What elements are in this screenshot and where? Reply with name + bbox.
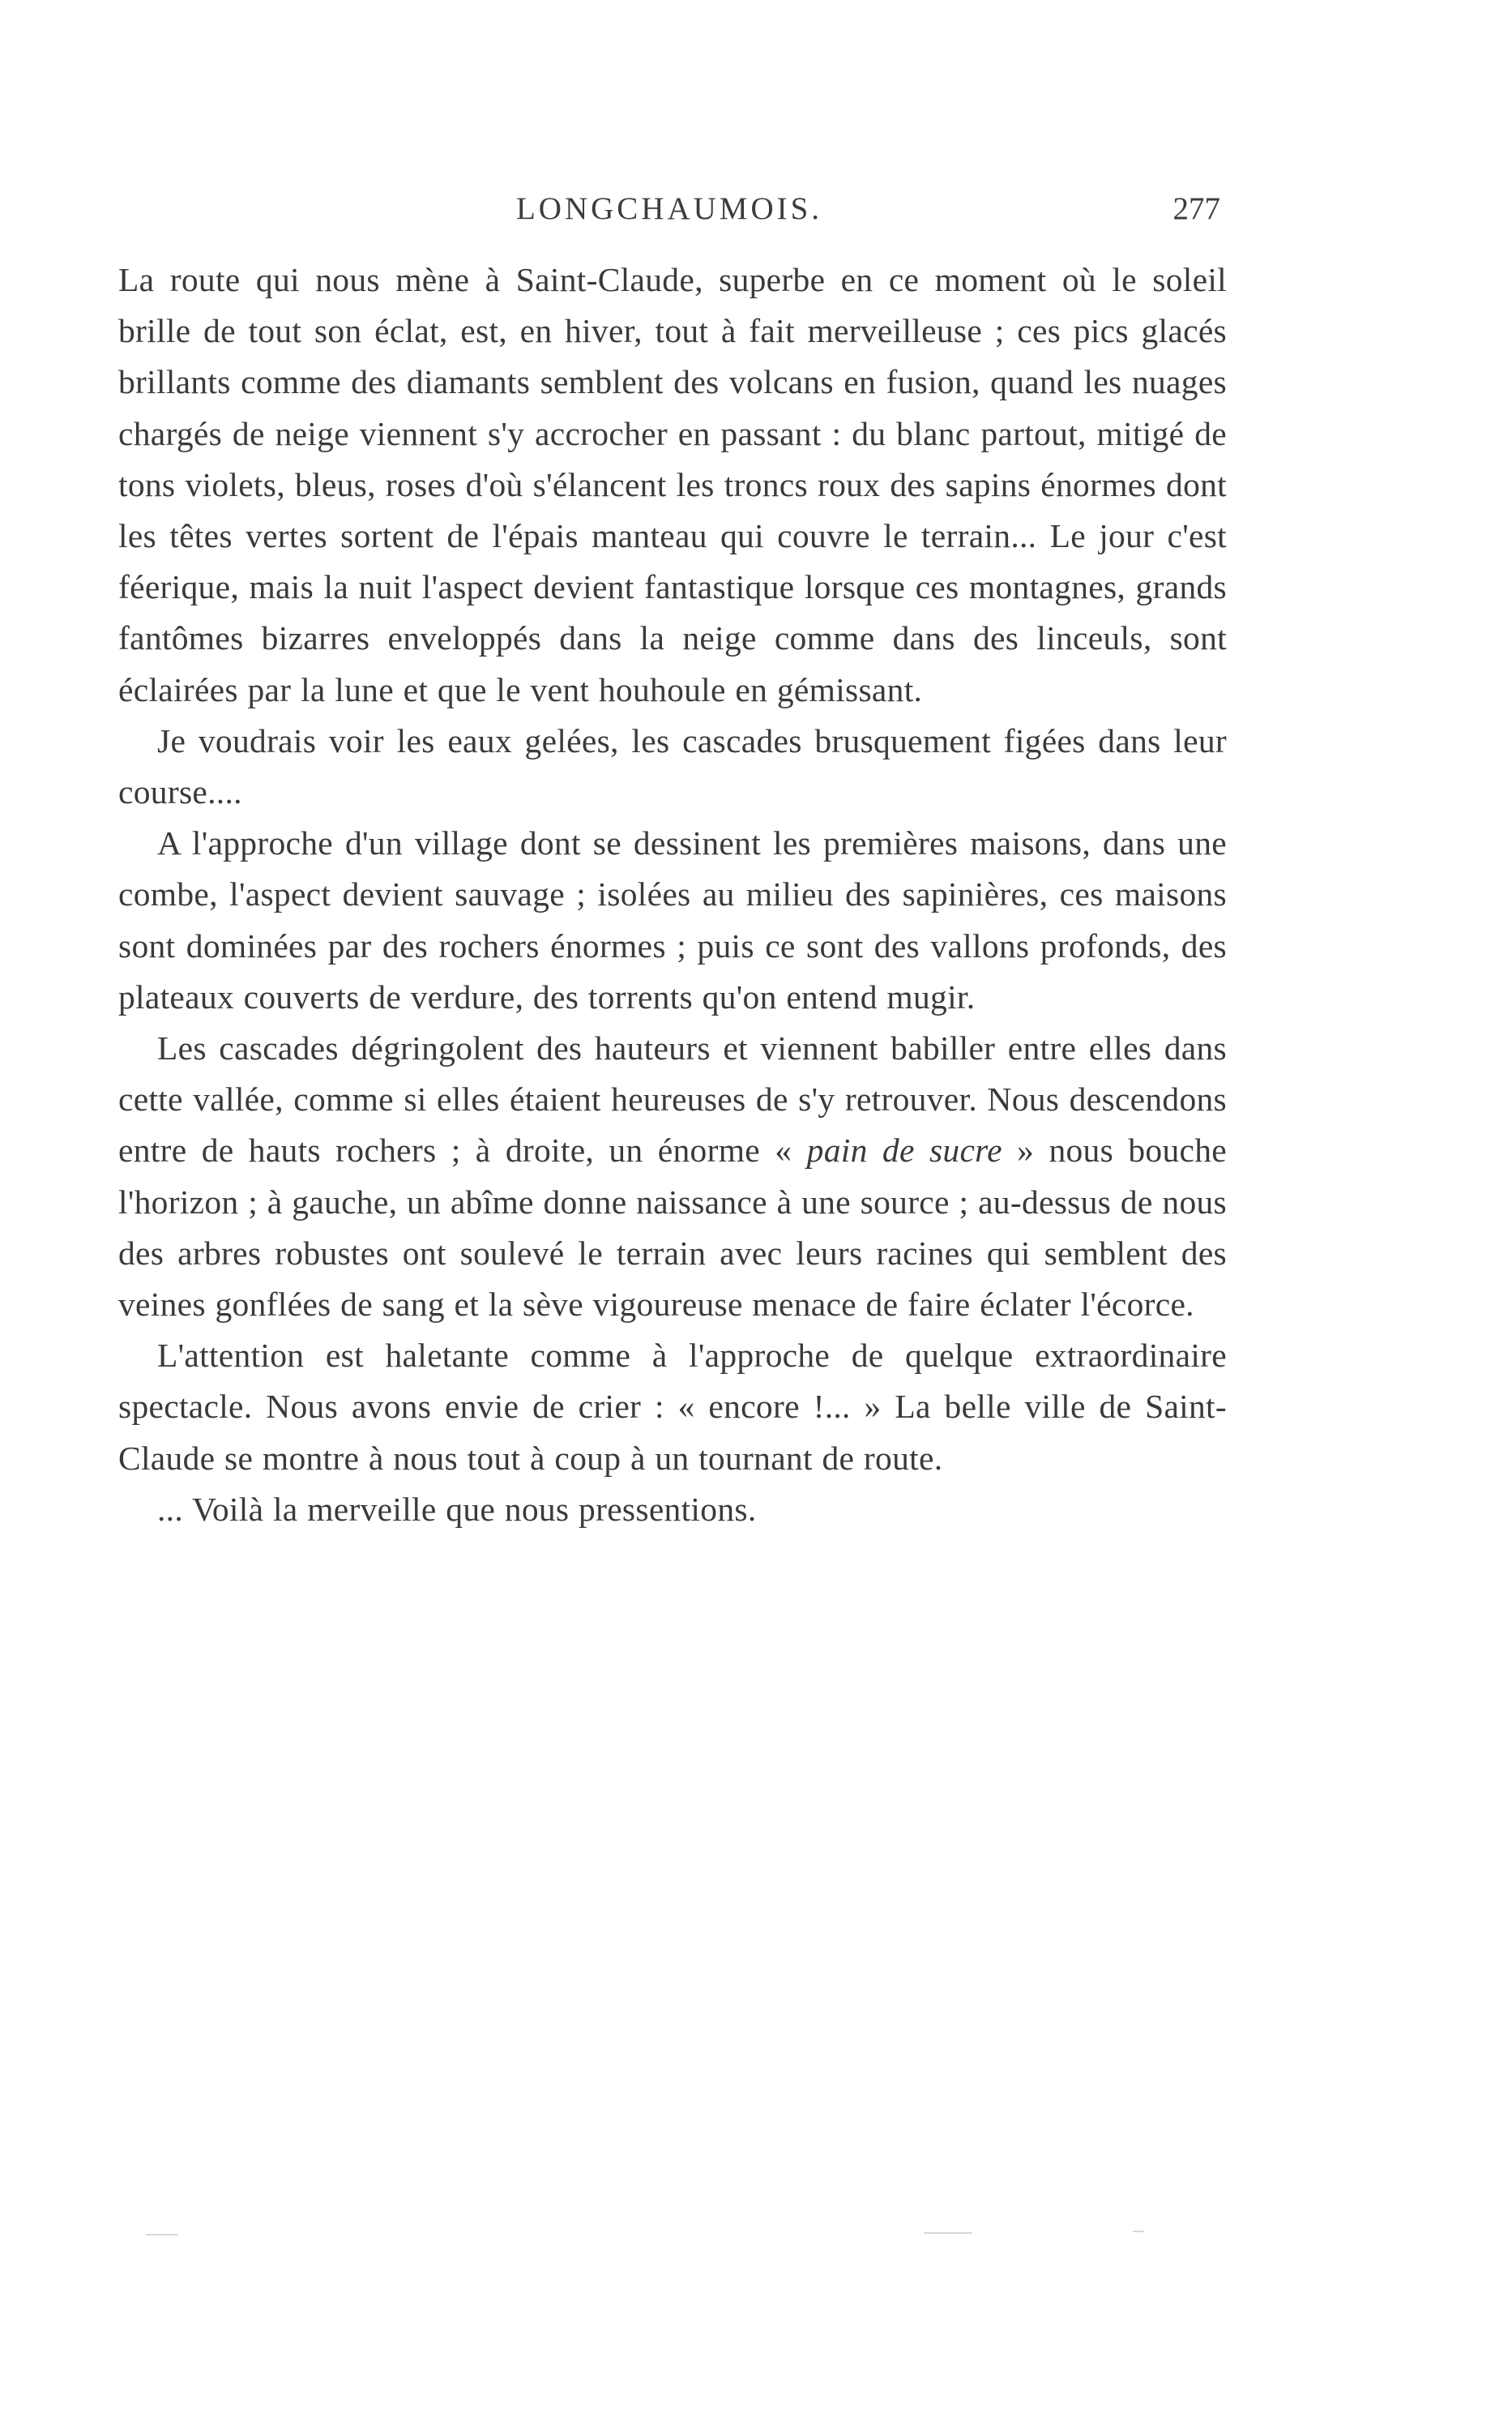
paragraph-4-italic-phrase: pain de sucre: [806, 1132, 1002, 1170]
paper-speck-left: [146, 2234, 178, 2235]
body-text: [118, 255, 1227, 1535]
paper-speck-right: [1133, 2231, 1144, 2232]
paragraph-6: ... Voilà la merveille que nous pressentions.: [157, 1490, 757, 1528]
paragraph-3: A l'approche d'un village dont se dessinent les premières maisons, dans une combe, l'aspect devient sauvage ; isolées au milieu des sapinières, ces maisons sont dominées par des rochers énormes ; puis ce sont des vallons profonds, des plateaux couverts de verdure, des torrents qu'on entend mugir.: [118, 824, 1227, 1016]
page-number: 277: [1172, 191, 1220, 226]
paragraph-4-text-before: Les cascades dégringolent des hauteurs et viennent babiller entre elles dans cette vallée, comme si elles étaient heureuses de s'y retrouver. Nous descendons entre de hauts rochers ; à droite, un énorme «: [118, 1029, 1227, 1170]
paragraph-4: [118, 1023, 1227, 1330]
paragraph-5: L'attention est haletante comme à l'approche de quelque extraordinaire spectacle. Nous avons envie de crier : « encore !... » La belle ville de Saint-Claude se montre à nous tout à coup à un tournant de route.: [118, 1337, 1227, 1477]
paragraph-4-text-after: » nous bouche l'horizon ; à gauche, un abîme donne naissance à une source ; au-dessus de nous des arbres robustes ont soulevé le terrain avec leurs racines qui semblent des veines gonflées de sang et la sève vigoureuse menace de faire éclater l'écorce.: [118, 1132, 1227, 1324]
running-title: LONGCHAUMOIS.: [515, 191, 823, 226]
running-head: [118, 185, 1220, 233]
paragraph-2: Je voudrais voir les eaux gelées, les cascades brusquement figées dans leur course....: [118, 721, 1227, 811]
paper-speck-middle: [924, 2232, 972, 2234]
paragraph-1: La route qui nous mène à Saint-Claude, superbe en ce moment où le soleil brille de tout son éclat, est, en hiver, tout à fait merveilleuse ; ces pics glacés brillants comme des diamants semblent des volcans en fusion, quand les nuages chargés de neige viennent s'y accrocher en passant : du blanc partout, mitigé de tons violets, bleus, roses d'où s'élancent les troncs roux des sapins énormes dont les têtes vertes sortent de l'épais manteau qui couvre le terrain... Le jour c'est féerique, mais la nuit l'aspect devient fantastique lorsque ces montagnes, grands fantômes bizarres enveloppés dans la neige comme dans des linceuls, sont éclairées par la lune et que le vent houhoule en gémissant.: [118, 261, 1227, 708]
